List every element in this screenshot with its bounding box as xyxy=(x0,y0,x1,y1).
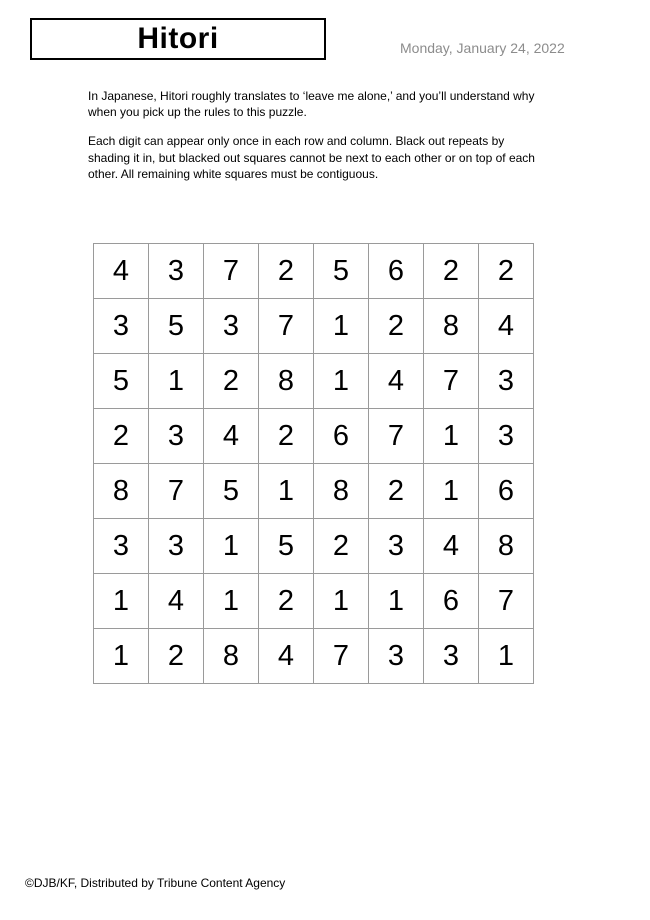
grid-cell[interactable]: 8 xyxy=(204,629,259,684)
grid-cell[interactable]: 1 xyxy=(259,464,314,519)
grid-cell[interactable]: 3 xyxy=(94,519,149,574)
grid-cell[interactable]: 8 xyxy=(424,299,479,354)
grid-cell[interactable]: 6 xyxy=(369,244,424,299)
grid-cell[interactable]: 1 xyxy=(204,574,259,629)
grid-cell[interactable]: 5 xyxy=(149,299,204,354)
grid-cell[interactable]: 7 xyxy=(149,464,204,519)
grid-cell[interactable]: 6 xyxy=(314,409,369,464)
grid-cell[interactable]: 1 xyxy=(314,574,369,629)
grid-cell[interactable]: 3 xyxy=(204,299,259,354)
grid-cell[interactable]: 8 xyxy=(259,354,314,409)
title-box xyxy=(30,18,326,60)
grid-cell[interactable]: 2 xyxy=(424,244,479,299)
grid-cell[interactable]: 2 xyxy=(94,409,149,464)
grid-cell[interactable]: 5 xyxy=(259,519,314,574)
page-title: Hitori xyxy=(137,22,219,55)
grid-cell[interactable]: 2 xyxy=(479,244,534,299)
grid-cell[interactable]: 1 xyxy=(204,519,259,574)
puzzle-date: Monday, January 24, 2022 xyxy=(400,40,565,56)
grid-cell[interactable]: 8 xyxy=(94,464,149,519)
grid-cell[interactable]: 4 xyxy=(259,629,314,684)
grid-cell[interactable]: 8 xyxy=(314,464,369,519)
grid-cell[interactable]: 1 xyxy=(479,629,534,684)
grid-cell[interactable]: 3 xyxy=(149,244,204,299)
grid-cell[interactable]: 3 xyxy=(369,629,424,684)
instructions-rules: Each digit can appear only once in each row and column. Black out repeats by shading it in, but blacked out squares cannot be next to each other or on top of each other. All remaining white squares must be contiguous. xyxy=(88,134,535,181)
grid-cell[interactable]: 1 xyxy=(149,354,204,409)
grid-cell[interactable]: 7 xyxy=(259,299,314,354)
grid-cell[interactable]: 8 xyxy=(479,519,534,574)
grid-cell[interactable]: 6 xyxy=(424,574,479,629)
grid-cell[interactable]: 2 xyxy=(314,519,369,574)
grid-cell[interactable]: 1 xyxy=(369,574,424,629)
grid-cell[interactable]: 1 xyxy=(424,409,479,464)
grid-cell[interactable]: 2 xyxy=(369,464,424,519)
grid-cell[interactable]: 3 xyxy=(149,519,204,574)
grid-cell[interactable]: 2 xyxy=(259,574,314,629)
grid-cell[interactable]: 3 xyxy=(424,629,479,684)
grid-cell[interactable]: 4 xyxy=(204,409,259,464)
grid-cell[interactable]: 7 xyxy=(479,574,534,629)
grid-cell[interactable]: 4 xyxy=(479,299,534,354)
grid-cell[interactable]: 1 xyxy=(94,629,149,684)
instructions xyxy=(88,88,540,182)
instructions-intro: In Japanese, Hitori roughly translates to ‘leave me alone,’ and you’ll understand why when you pick up the rules to this puzzle. xyxy=(88,89,535,120)
grid-cell[interactable]: 2 xyxy=(259,244,314,299)
grid-cell[interactable]: 3 xyxy=(149,409,204,464)
grid-cell[interactable]: 7 xyxy=(314,629,369,684)
grid-cell[interactable]: 7 xyxy=(424,354,479,409)
hitori-grid xyxy=(93,243,534,684)
grid-cell[interactable]: 1 xyxy=(94,574,149,629)
grid-cell[interactable]: 2 xyxy=(369,299,424,354)
grid-cell[interactable]: 3 xyxy=(369,519,424,574)
grid-cell[interactable]: 7 xyxy=(369,409,424,464)
grid-cell[interactable]: 1 xyxy=(314,354,369,409)
grid-cell[interactable]: 5 xyxy=(204,464,259,519)
grid-cell[interactable]: 7 xyxy=(204,244,259,299)
grid-cell[interactable]: 2 xyxy=(149,629,204,684)
grid-cell[interactable]: 4 xyxy=(149,574,204,629)
grid-cell[interactable]: 4 xyxy=(424,519,479,574)
grid-cell[interactable]: 6 xyxy=(479,464,534,519)
copyright-notice: ©DJB/KF, Distributed by Tribune Content Agency xyxy=(25,876,286,890)
grid-cell[interactable]: 4 xyxy=(94,244,149,299)
grid-cell[interactable]: 3 xyxy=(479,409,534,464)
grid-cell[interactable]: 2 xyxy=(204,354,259,409)
grid-cell[interactable]: 4 xyxy=(369,354,424,409)
grid-cell[interactable]: 3 xyxy=(479,354,534,409)
grid-container xyxy=(93,243,534,684)
grid-cell[interactable]: 5 xyxy=(314,244,369,299)
grid-cell[interactable]: 1 xyxy=(314,299,369,354)
grid-cell[interactable]: 5 xyxy=(94,354,149,409)
grid-cell[interactable]: 1 xyxy=(424,464,479,519)
grid-cell[interactable]: 2 xyxy=(259,409,314,464)
grid-cell[interactable]: 3 xyxy=(94,299,149,354)
